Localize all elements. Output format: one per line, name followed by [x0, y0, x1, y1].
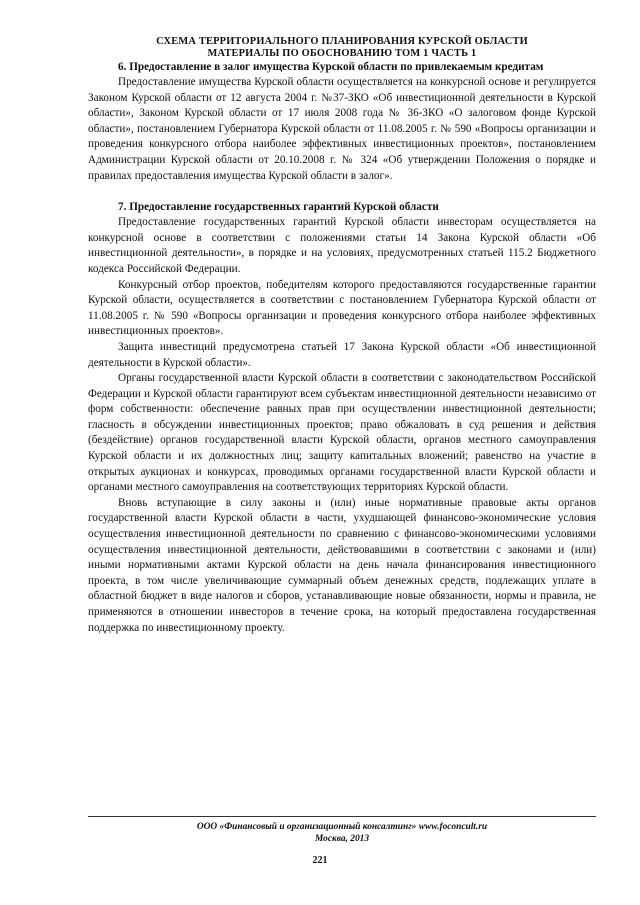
section-7-paragraph-2: Конкурсный отбор проектов, победителям которого предоставляются государственные гарантии Курской области, осуществляется в соответствии с постановлением Губернатора Курской области от 11.08.2005 г. № 590 «Вопросы организации и проведения конкурсного отбора наиболее эффективных инвестиционных проектов».	[88, 278, 596, 338]
section-7-paragraph-1: Предоставление государственных гарантий Курской области инвесторам осуществляется на конкурсной основе в соответствии с положениями статьи 14 Закона Курской области «Об инвестиционной деятельности», в порядке и на условиях, предусмотренных статьей 115.2 Бюджетного кодекса Российской Федерации.	[88, 216, 596, 275]
header-subtitle: МАТЕРИАЛЫ ПО ОБОСНОВАНИЮ ТОМ 1 ЧАСТЬ 1	[207, 48, 477, 59]
section-7-paragraph-5: Вновь вступающие в силу законы и (или) иные нормативные правовые акты органов государственной власти Курской области в части, ухудшающей финансово-экономические условия осуществления инвестиционной деятельности по сравнению с финансово-экономическими условиями осуществления инвестиционной деятельности, действовавшими в соответствии с законами и (или) иными нормативными актами Курской области на день начала финансирования инвестиционного проекта, в том числе увеличивающие суммарный объем денежных средств, подлежащих уплате в областной бюджет в виде налогов и сборов, устанавливающие новые обязанности, нормы и правила, не применяются в отношении инвесторов в течение срока, на который предоставлена государственная поддержка по инвестиционному проекту.	[88, 496, 596, 634]
footer-company: ООО «Финансовый и организационный консалтинг» www.foconcult.ru	[196, 822, 488, 832]
section-7-heading: 7. Предоставление государственных гарантий Курской области	[118, 201, 439, 214]
section-7-paragraph-3: Защита инвестиций предусмотрена статьей 17 Закона Курской области «Об инвестиционной деятельности в Курской области».	[88, 340, 596, 369]
document-page	[88, 36, 596, 636]
header-title: СХЕМА ТЕРРИТОРИАЛЬНОГО ПЛАНИРОВАНИЯ КУРСКОЙ ОБЛАСТИ	[156, 36, 528, 47]
page-number: 221	[312, 855, 328, 866]
footer-city: Москва, 2013	[314, 834, 370, 844]
section-6-heading: 6. Предоставление в залог имущества Курской области по привлекаемым кредитам	[118, 61, 544, 73]
section-7-paragraph-4: Органы государственной власти Курской области в соответствии с законодательством Российской Федерации и Курской области гарантируют всем субъектам инвестиционной деятельности независимо от форм собственности: обеспечение равных прав при осуществлении инвестиционной деятельности; гласность в обсуждении инвестиционных проектов; право обжаловать в суд решения и действия (бездействие) органов государственной власти Курской области, органов местного самоуправления Курской области и их должностных лиц; защиту капитальных вложений; равенство на участие в открытых аукционах и конкурсах, проводимых органами государственной власти Курской области и органами местного самоуправления на соответствующих территориях Курской области.	[88, 372, 596, 494]
section-6-paragraph-1: Предоставление имущества Курской области осуществляется на конкурсной основе и регулируется Законом Курской области от 12 августа 2004 г. №37-ЗКО «Об инвестиционной деятельности в Курской области», Законом Курской области от 17 июля 2008 года № 36-ЗКО «О залоговом фонде Курской области», постановлением Губернатора Курской области от 11.08.2005 г. № 590 «Вопросы организации и проведения конкурсного отбора наиболее эффективных инвестиционных проектов», постановлением Администрации Курской области от 20.10.2008 г. № 324 «Об утверждении Положения о порядке и правилах предоставления имущества Курской области в залог».	[88, 76, 596, 182]
page-footer	[88, 816, 596, 845]
footer-divider	[88, 816, 596, 817]
